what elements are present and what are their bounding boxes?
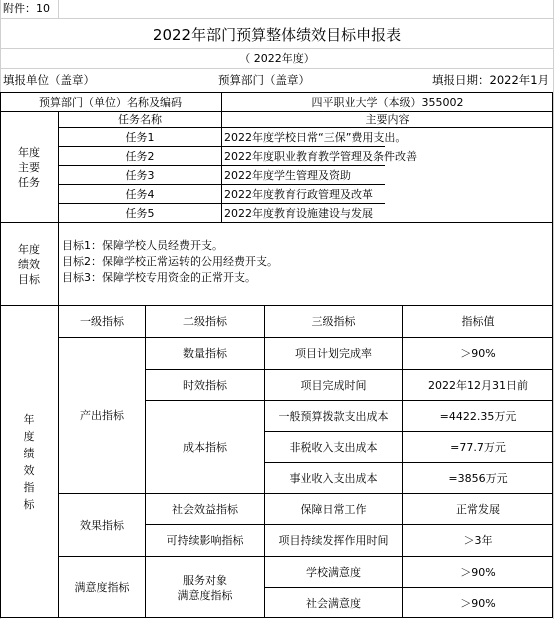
goal-text: 目标2：保障学校正常运转的公用经费开支。 — [62, 255, 278, 268]
page-title: 2022年部门预算整体绩效目标申报表 — [152, 25, 402, 44]
social-benefit-indicator-label: 社会效益指标 — [172, 502, 238, 516]
indicator-value: =77.7万元 — [450, 440, 506, 454]
service-target-label-line: 服务对象 — [183, 573, 227, 587]
level2-header: 二级指标 — [183, 315, 227, 328]
fill-date-label: 填报日期：2022年1月 — [432, 73, 550, 87]
indicator-name: 项目完成时间 — [300, 378, 367, 392]
effect-indicator-label: 效果指标 — [80, 518, 124, 532]
satisfaction-indicator-label: 满意度指标 — [74, 581, 130, 594]
goal-text: 目标3：保障学校专用资金的正常开支。 — [62, 271, 256, 284]
level3-header: 三级指标 — [311, 315, 356, 328]
output-indicator-label: 产出指标 — [80, 409, 124, 422]
service-target-satisfaction-label — [146, 557, 264, 618]
task-name: 任务1 — [125, 130, 155, 144]
dept-name-value: 四平职业大学（本级）355002 — [311, 95, 464, 109]
task-content-header: 主要内容 — [365, 113, 410, 126]
indicator-name: 社会满意度 — [306, 596, 361, 610]
task-content: 2022年度教育设施建设与发展 — [224, 206, 373, 220]
annual-tasks-label-line: 主要 — [18, 160, 40, 174]
annual-tasks-label-line: 任务 — [18, 175, 40, 189]
year-note: （ 2022年度） — [239, 51, 315, 65]
indicator-name: 一般预算拨款支出成本 — [278, 409, 389, 423]
indicator-value: 2022年12月31日前 — [428, 378, 528, 392]
task-name-header: 任务名称 — [118, 113, 162, 126]
level1-header: 一级指标 — [80, 315, 124, 328]
annual-tasks-label-line: 年度 — [18, 145, 40, 159]
cost-indicator-label: 成本指标 — [183, 440, 227, 454]
indicator-value: ＞90% — [460, 596, 496, 610]
indicator-value: =3856万元 — [448, 471, 508, 485]
task-content: 2022年度职业教育教学管理及条件改善 — [224, 149, 417, 163]
indicator-label-char: 标 — [23, 498, 35, 511]
indicator-label-char: 年 — [23, 413, 35, 426]
indicator-name: 事业收入支出成本 — [289, 471, 378, 485]
goal-text: 目标1：保障学校人员经费开支。 — [62, 239, 223, 252]
indicator-value: ＞3年 — [463, 534, 493, 547]
indicator-label-char: 效 — [23, 464, 35, 477]
indicator-name: 学校满意度 — [306, 565, 361, 579]
sustainable-indicator-label: 可持续影响指标 — [166, 534, 244, 547]
indicator-name: 项目持续发挥作用时间 — [278, 534, 389, 547]
indicator-name: 项目计划完成率 — [295, 347, 372, 360]
annual-tasks-label — [0, 112, 58, 222]
value-header: 指标值 — [461, 315, 495, 328]
task-name: 任务4 — [125, 187, 155, 201]
indicator-label-char: 指 — [23, 481, 35, 494]
annual-goals-label — [0, 223, 58, 305]
annual-goals-label-line: 年度 — [18, 242, 40, 256]
indicator-label-char: 绩 — [23, 447, 35, 460]
indicator-value: =4422.35万元 — [439, 409, 517, 423]
task-name: 任务3 — [125, 168, 155, 182]
task-name: 任务2 — [125, 149, 155, 163]
attachment-label: 附件：10 — [3, 2, 50, 15]
indicator-value: ＞90% — [460, 347, 496, 360]
filling-unit-label: 填报单位（盖章） — [3, 73, 95, 87]
task-content: 2022年度学校日常“三保”费用支出。 — [224, 130, 407, 144]
timeliness-indicator-label: 时效指标 — [183, 378, 227, 392]
task-content: 2022年度教育行政管理及改革 — [224, 187, 373, 201]
task-name: 任务5 — [125, 206, 155, 220]
dept-name-label: 预算部门（单位）名称及编码 — [39, 95, 182, 109]
indicator-name: 保障日常工作 — [300, 502, 367, 516]
indicator-name: 非税收入支出成本 — [289, 440, 378, 454]
indicator-value: ＞90% — [460, 565, 496, 579]
indicator-value: 正常发展 — [456, 502, 500, 516]
service-target-label-line: 满意度指标 — [177, 588, 233, 602]
task-content: 2022年度学生管理及资助 — [224, 168, 351, 182]
quantity-indicator-label: 数量指标 — [183, 347, 227, 360]
annual-goals-label-line: 绩效 — [18, 257, 40, 271]
indicator-label-char: 度 — [23, 430, 35, 443]
annual-goals-label-line: 目标 — [18, 272, 40, 286]
indicator-label — [0, 306, 58, 618]
budget-dept-seal-label: 预算部门（盖章） — [218, 73, 310, 87]
